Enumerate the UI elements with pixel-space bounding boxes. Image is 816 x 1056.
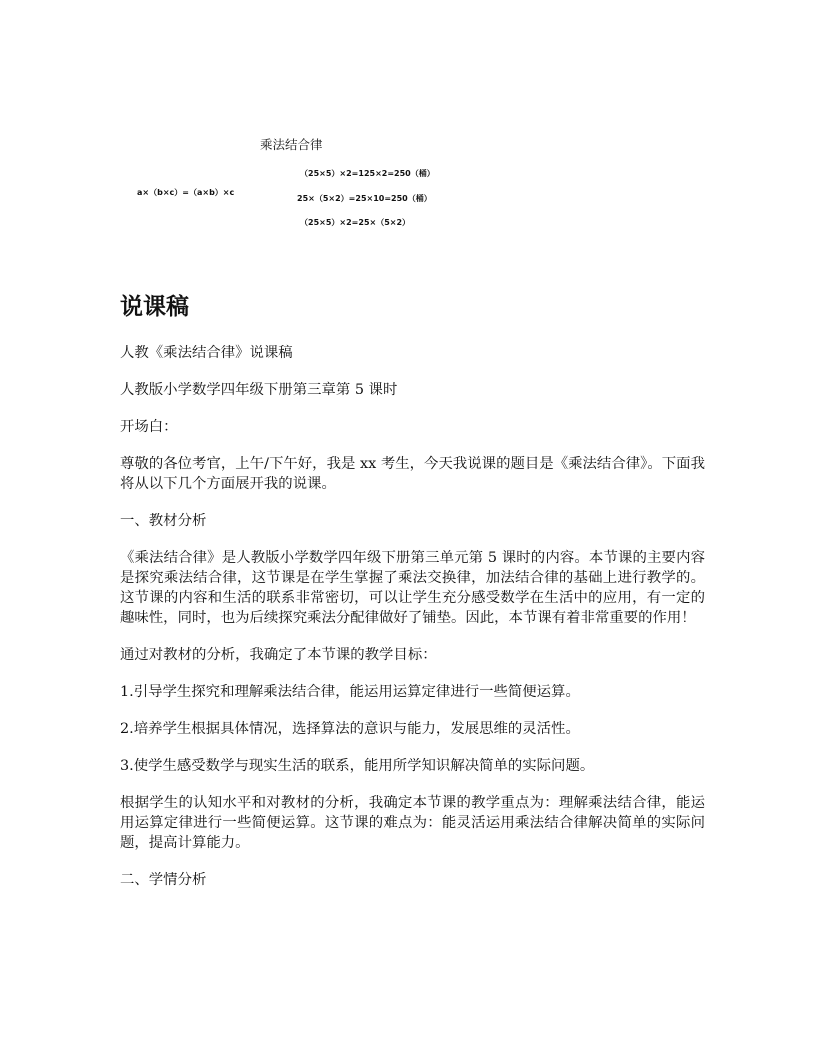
figure-equation-1: （25×5）×2=125×2=250（桶）	[300, 169, 435, 178]
section-heading-material: 一、教材分析	[120, 513, 207, 529]
page-title: 说课稿	[120, 294, 189, 320]
opening-paragraph: 尊敬的各位考官，上午/下午好，我是 xx 考生，今天我说课的题目是《乘法结合律》。下面我将从以下几个方面展开我的说课。	[120, 456, 705, 492]
subtitle: 人教《乘法结合律》说课稿	[120, 345, 293, 361]
goal-item-2: 2.培养学生根据具体情况，选择算法的意识与能力，发展思维的灵活性。	[120, 721, 580, 737]
document-body	[120, 343, 705, 907]
figure-title: 乘法结合律	[260, 137, 323, 152]
figure-equation-3: （25×5）×2=25×（5×2）	[300, 218, 411, 227]
goals-intro: 通过对教材的分析，我确定了本节课的教学目标：	[120, 647, 437, 663]
goal-item-1: 1.引导学生探究和理解乘法结合律，能运用运算定律进行一些简便运算。	[120, 684, 580, 700]
opening-label: 开场白：	[120, 419, 178, 435]
figure-law: a×（b×c）=（a×b）×c	[137, 188, 235, 197]
key-points-paragraph: 根据学生的认知水平和对教材的分析，我确定本节课的教学重点为：理解乘法结合律，能运用运算定律进行一些简便运算。这节课的难点为：能灵活运用乘法结合律解决简单的实际问题，提高计算能力。	[120, 795, 705, 851]
material-paragraph: 《乘法结合律》是人教版小学数学四年级下册第三单元第 5 课时的内容。本节课的主要内容是探究乘法结合律，这节课是在学生掌握了乘法交换律，加法结合律的基础上进行教学的。这节课的内容和生活的联系非常密切，可以让学生充分感受数学在生活中的应用，有一定的趣味性，同时，也为后续探究乘法分配律做好了铺垫。因此，本节课有着非常重要的作用！	[120, 550, 705, 626]
section-heading-students: 二、学情分析	[120, 872, 207, 888]
figure-equation-2: 25×（5×2）=25×10=250（桶）	[297, 194, 432, 203]
course-info: 人教版小学数学四年级下册第三章第 5 课时	[120, 382, 398, 398]
goal-item-3: 3.使学生感受数学与现实生活的联系，能用所学知识解决简单的实际问题。	[120, 758, 595, 774]
